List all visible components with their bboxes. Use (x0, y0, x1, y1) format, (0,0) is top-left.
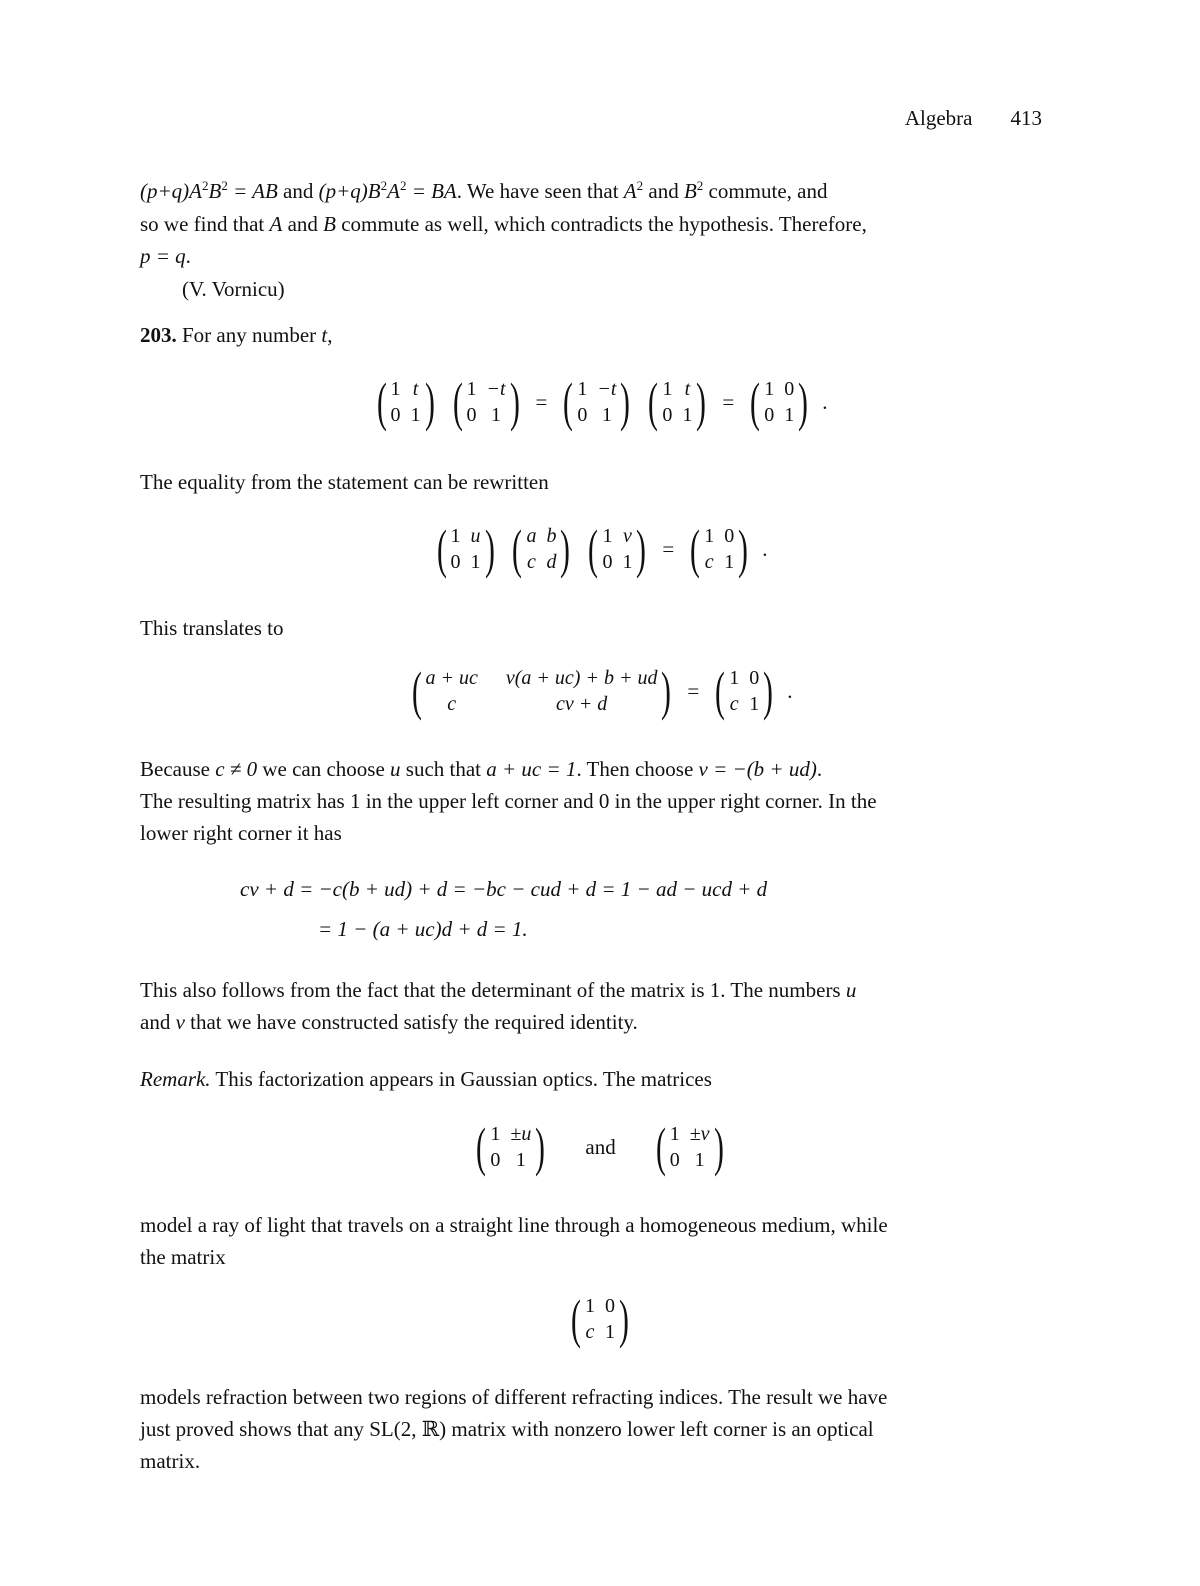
equation-6 (0, 1289, 1200, 1349)
superscript: 2 (696, 178, 704, 193)
remark-label: Remark. (140, 1067, 211, 1091)
math-expr: B (683, 179, 697, 203)
math-expr: v = −(b + ud) (698, 757, 817, 781)
text: so we find that (140, 212, 270, 236)
matrix: ( 1 −t 0 1 ) (452, 372, 520, 432)
text: Because (140, 757, 216, 781)
paragraph-2-line-1 (140, 756, 1045, 782)
math-expr: A (387, 179, 400, 203)
matrix: ( 1 −t 0 1 ) (563, 372, 631, 432)
matrix: ( a + uc v(a + uc) + b + ud c cv + d ) (411, 661, 672, 721)
paragraph-5-line-3: matrix. (140, 1449, 201, 1473)
math-expr: t (321, 323, 328, 347)
text: such that (400, 757, 487, 781)
text-rewritten: The equality from the statement can be rewritten (140, 470, 549, 494)
equation-3 (0, 661, 1200, 721)
math-expr: c ≠ 0 (215, 757, 258, 781)
paragraph-5-line-2: just proved shows that any SL(2, ℝ) matrix with nonzero lower left corner is an optical (140, 1417, 874, 1441)
period: . (762, 536, 768, 561)
text: This also follows from the fact that the determinant of the matrix is 1. The numbers (140, 978, 846, 1002)
matrix: ( 1 u 0 1 ) (436, 519, 495, 579)
math-expr: u (845, 978, 857, 1002)
equals-sign: = (535, 389, 548, 414)
matrix: ( 1 0 c 1 ) (690, 519, 749, 579)
text: we can choose (257, 757, 391, 781)
paragraph-1-line-1 (140, 178, 1045, 204)
math-expr: a + uc = 1 (486, 757, 577, 781)
equation-1 (0, 372, 1200, 432)
equation-5 (0, 1117, 1200, 1177)
header-title: Algebra (904, 106, 973, 130)
text-translates: This translates to (140, 616, 284, 640)
paragraph-5-line-1: models refraction between two regions of different refracting indices. The result we have (140, 1385, 888, 1409)
period: . (787, 678, 793, 703)
superscript: 2 (202, 178, 209, 193)
and-word: and (585, 1134, 616, 1159)
text: . (816, 757, 823, 781)
superscript: 2 (221, 178, 228, 193)
paragraph-4-line-1: model a ray of light that travels on a straight line through a homogeneous medium, while (140, 1213, 888, 1237)
math-expr: A (269, 212, 283, 236)
text: and (643, 179, 684, 203)
text: . Then choose (576, 757, 699, 781)
text: and (282, 212, 324, 236)
text: commute, and (703, 179, 828, 203)
text: . (185, 244, 191, 268)
matrix: ( 1 t 0 1 ) (376, 372, 435, 432)
problem-number: 203. (140, 323, 177, 347)
text: This factorization appears in Gaussian optics. The matrices (210, 1067, 712, 1091)
paragraph-4-line-2: the matrix (140, 1245, 226, 1269)
math-expr: A (623, 179, 637, 203)
math-expr: = AB (227, 179, 278, 203)
superscript: 2 (380, 178, 388, 193)
paragraph-3-line-1 (140, 977, 1045, 1003)
equals-sign: = (662, 536, 675, 561)
equation-2 (0, 519, 1200, 579)
text: commute as well, which contradicts the hypothesis. Therefore, (335, 212, 867, 236)
superscript: 2 (399, 178, 407, 193)
matrix: ( 1 0 c 1 ) (715, 661, 774, 721)
text: and (140, 1010, 176, 1034)
running-header (905, 106, 1042, 131)
math-expr: p = q (140, 244, 186, 268)
equation-4-line-2: = 1 − (a + uc)d + d = 1. (318, 917, 528, 941)
text: . We have seen that (456, 179, 624, 203)
math-expr: u (390, 757, 401, 781)
math-expr: = BA (406, 179, 457, 203)
matrix: ( 1 ±u 0 1 ) (476, 1117, 546, 1177)
math-expr: B (323, 212, 336, 236)
problem-203-intro (140, 322, 1045, 348)
paragraph-3-line-2 (140, 1009, 1045, 1035)
text: , (327, 323, 333, 347)
matrix: ( 1 0 0 1 ) (750, 372, 809, 432)
math-expr: B (208, 179, 222, 203)
text: that we have constructed satisfy the required identity. (184, 1010, 638, 1034)
equals-sign: = (687, 678, 700, 703)
math-expr: (p+q)A (140, 179, 202, 203)
text: and (277, 179, 319, 203)
math-expr: (p+q)B (318, 179, 381, 203)
equals-sign: = (722, 389, 735, 414)
text: For any number (176, 323, 322, 347)
matrix: ( a b c d ) (512, 519, 571, 579)
remark-line (140, 1066, 1045, 1092)
page-number: 413 (1010, 106, 1042, 130)
attribution: (V. Vornicu) (182, 277, 285, 301)
paragraph-2-line-2: The resulting matrix has 1 in the upper left corner and 0 in the upper right corner. In the (140, 789, 877, 813)
superscript: 2 (636, 178, 644, 193)
paragraph-1-line-3 (140, 243, 1045, 269)
matrix: ( 1 v 0 1 ) (588, 519, 647, 579)
paragraph-1-line-2 (140, 211, 1045, 237)
equation-4-line-1: cv + d = −c(b + ud) + d = −bc − cud + d = 1 − ad − ucd + d (240, 877, 768, 901)
matrix: ( 1 0 c 1 ) (571, 1289, 629, 1349)
math-expr: v (175, 1010, 185, 1034)
matrix: ( 1 t 0 1 ) (648, 372, 707, 432)
paragraph-2-line-3: lower right corner it has (140, 821, 342, 845)
matrix: ( 1 ±v 0 1 ) (655, 1117, 724, 1177)
period: . (822, 389, 828, 414)
